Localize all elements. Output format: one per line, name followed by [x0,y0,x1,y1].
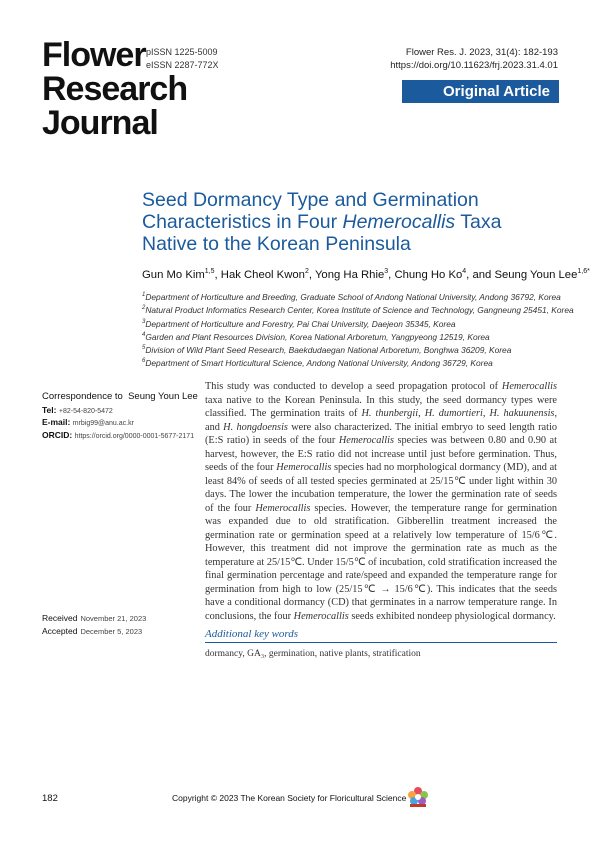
issn-block [146,46,219,72]
affiliation: $^5$Division of Wild Plant Seed Research, Baekdudaegan National Arboretum, Bonghwa 36209, Korea [142,344,512,355]
correspondence-block [42,391,212,442]
received-date: Received November 21, 2023 [42,613,147,623]
affiliation: $^2$Natural Product Informatics Research Center, Korea Institute of Science and Technology, Gangneung 25451, Korea [142,305,574,316]
logo-line-1: Flower [42,36,146,74]
orcid-link[interactable]: https://orcid.org/0000-0001-5677-2171 [74,432,195,440]
correspondence-heading: Correspondence to Seung Youn Lee [42,391,198,402]
logo-line-2: Research [42,70,188,108]
accepted-date: Accepted December 5, 2023 [42,626,143,636]
title-text-2: Taxa Native to the Korean Peninsula [142,211,502,255]
title-italic-genus: Hemerocallis [342,211,456,233]
affiliation: $^6$Department of Smart Horticultural Science, Andong National University, Andong 36729, Korea [142,358,493,369]
affiliation: $^3$Department of Horticulture and Forestry, Pai Chai University, Daejeon 35345, Korea [142,318,456,329]
author: Hak Cheol Kwon$^2$ [220,268,309,281]
tel-line: Tel: +82-54-820-5472 [42,404,113,415]
abstract: This study was conducted to develop a seed propagation protocol of Hemerocallis taxa native to the Korean Peninsula. In this study, the seed dormancy types were classified. The germination traits of H. thunbergii, H. dumortieri, H. hakuunensis, and H. hongdoensis were also characterized. The initial embryo to seed length ratio (E:S ratio) in seeds of the four Hemerocallis species was between 0.80 and 0.90 at harvest, however, the E:S ratio did not increase until just before germination. Thus, seeds of the four Hemerocallis species had no morphological dormancy (MD), and at least 84% of seeds of all tested species germinated at 25/15℃ under light within 30 days. The lower the incubation temperature, the lower the germination rate of seeds of the four Hemerocallis species. However, the temperature range for germination was expanded due to old stratification. Gibberellin treatment increased the germination rate or germination speed at a relatively low temperature of 15/6℃. However, this treatment did not improve the germination rate as much as the temperature at 25/15℃. Under 15/5℃ of incubation, cold stratification increased the final germination percentage and rate/speed and expanded the temperature range for germination from high to low (25/15℃ → 15/6℃). This indicates that the seeds have a conditional dormancy (CD) that germinates in a narrow temperature range. In conclusions, the four Hemerocallis seeds exhibited nondeep physiological dormancy. [205,381,558,622]
society-flower-logo-icon [406,786,430,808]
keywords-text: dormancy, GA₃, germination, native plants, stratification [205,649,421,659]
keywords-heading: Additional key words [205,628,299,640]
logo-line-3: Journal [42,104,158,142]
affiliation: $^4$Garden and Plant Resources Division, Korea National Arboretum, Yangpyeong 12519, Korea [142,331,490,342]
article-type-badge: Original Article [402,80,559,103]
affiliation-list [142,290,574,370]
doi-link[interactable]: https://doi.org/10.11623/frj.2023.31.4.01 [390,60,558,71]
page-number: 182 [42,793,58,804]
author-list: Gun Mo Kim$^{1,5}$, Hak Cheol Kwon$^2$, Yong Ha Rhie$^3$, Chung Ho Ko$^4$, and Seung Youn Lee$^{1,6*}$ [142,268,590,281]
article-title [142,189,562,255]
copyright-notice: Copyright © 2023 The Korean Society for Floricultural Science [172,793,407,803]
dates-block [42,612,146,638]
keywords-divider [205,642,557,643]
author: Chung Ho Ko$^4$ [394,268,467,281]
title-text-1: Seed Dormancy Type and Germination Characteristics in Four [142,189,479,233]
orcid-line: ORCID: https://orcid.org/0000-0001-5677-2171 [42,429,195,440]
pissn: pISSN 1225-5009 [146,47,218,57]
email-line: E-mail: mrbig99@anu.ac.kr [42,417,134,427]
author: Gun Mo Kim$^{1,5}$ [142,268,215,281]
eissn: eISSN 2287-772X [146,60,219,70]
email-link[interactable]: mrbig99@anu.ac.kr [72,420,134,427]
citation-block [390,46,558,72]
author: Seung Youn Lee$^{1,6*}$ [494,268,590,281]
affiliation: $^1$Department of Horticulture and Breeding, Graduate School of Andong National University, Andong 36792, Korea [142,291,561,302]
citation: Flower Res. J. 2023, 31(4): 182-193 [405,47,558,58]
author: Yong Ha Rhie$^3$ [314,268,389,281]
